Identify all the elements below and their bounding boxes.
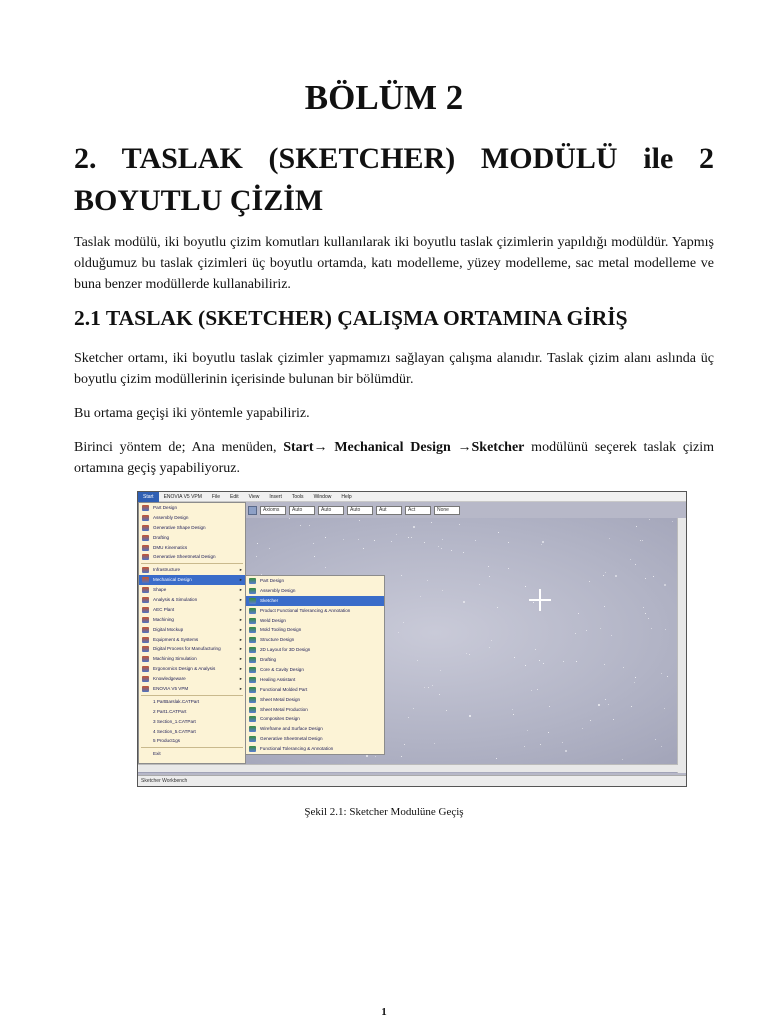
submenu-item[interactable]: Assembly Design — [246, 586, 384, 596]
start-menu — [138, 502, 246, 764]
star — [496, 758, 497, 759]
start-menu-item[interactable]: Drafting — [139, 533, 245, 543]
star — [434, 743, 435, 744]
submenu-item[interactable]: Generative Sheetmetal Design — [246, 734, 384, 744]
section-heading — [74, 138, 714, 222]
intro-paragraph: Taslak modülü, iki boyutlu çizim komutları kullanılarak iki boyutlu taslak çizimlerin yapıldığı modüldür. Yapmış olduğumuz bu taslak çizimleri üç boyutlu ortamda, katı modelleme, yüzey modelleme, sac metal modelleme ve buna benzer modüllerde kullanabiliriz. — [74, 235, 714, 292]
star — [562, 742, 563, 743]
star — [525, 586, 526, 587]
menubar-item[interactable]: Tools — [291, 493, 304, 500]
star — [613, 719, 614, 720]
star — [535, 649, 536, 650]
star — [401, 575, 402, 576]
star — [424, 542, 425, 543]
start-menu-item[interactable]: Mechanical Design ▸ — [139, 575, 245, 585]
star — [649, 519, 650, 520]
star — [533, 602, 534, 603]
star — [391, 541, 392, 542]
start-menu-item[interactable]: 3 Section_1.CATPart — [153, 718, 196, 724]
menubar-item[interactable]: Window — [313, 493, 332, 500]
start-menu-item[interactable]: Machining Simulation ▸ — [139, 654, 245, 664]
start-menu-item[interactable]: 5 Product1gs — [153, 738, 181, 744]
star — [463, 552, 464, 553]
star — [645, 613, 646, 614]
start-menu-item[interactable]: Shape ▸ — [139, 585, 245, 595]
star — [543, 663, 544, 664]
star — [411, 537, 412, 538]
star — [491, 640, 492, 641]
star — [497, 607, 498, 608]
star — [466, 653, 467, 654]
star — [604, 664, 605, 665]
star — [640, 540, 641, 541]
submenu-item[interactable]: Functional Tolerancing & Annotation — [246, 744, 384, 754]
star — [575, 633, 576, 634]
star — [314, 556, 315, 557]
toolbar — [248, 504, 687, 517]
toolbar-dropdown[interactable]: None — [434, 506, 460, 515]
star — [576, 661, 577, 662]
star — [269, 548, 270, 549]
star — [413, 526, 415, 528]
star — [642, 540, 643, 541]
star — [540, 744, 541, 745]
figure-caption: Şekil 2.1: Sketcher Modulüne Geçiş — [304, 806, 464, 818]
star — [313, 543, 314, 544]
star — [375, 756, 376, 757]
star — [459, 524, 460, 525]
submenu-item[interactable]: Drafting — [246, 655, 384, 665]
menubar-item[interactable]: ENOVIA V5 VPM — [163, 493, 202, 500]
subsection-heading: 2.1 TASLAK (SKETCHER) ÇALIŞMA ORTAMINA GİRİŞ — [74, 306, 628, 330]
toolbar-dropdown[interactable]: Auto — [347, 506, 373, 515]
submenu-item[interactable]: Weld Design — [246, 616, 384, 626]
star — [257, 543, 258, 544]
star — [359, 520, 360, 521]
star — [325, 567, 326, 568]
star — [512, 709, 513, 710]
submenu-item[interactable]: Product Functional Tolerancing & Annotation — [246, 606, 384, 616]
menubar-item[interactable]: Start — [138, 492, 159, 502]
star — [630, 559, 631, 560]
star — [256, 556, 257, 557]
paragraph-first-method — [74, 437, 714, 479]
star — [309, 525, 310, 526]
star — [527, 730, 528, 731]
star — [605, 699, 606, 700]
submenu-item[interactable]: Composites Design — [246, 714, 384, 724]
star — [542, 541, 544, 543]
paragraph-two-methods: Bu ortama geçişi iki yöntemle yapabiliriz. — [74, 406, 310, 421]
star — [451, 550, 452, 551]
star — [469, 654, 470, 655]
menubar-item[interactable]: Insert — [269, 493, 282, 500]
star — [408, 717, 409, 718]
star — [524, 746, 525, 747]
submenu-item[interactable]: Functional Molded Part — [246, 685, 384, 695]
star — [404, 744, 405, 745]
star — [603, 575, 604, 576]
star — [374, 540, 375, 541]
star — [636, 526, 637, 527]
star — [479, 584, 480, 585]
star — [549, 706, 550, 707]
menubar-item[interactable]: File — [211, 493, 220, 500]
star — [634, 682, 635, 683]
mechanical-design-submenu — [245, 575, 385, 755]
star — [508, 542, 509, 543]
star — [469, 715, 471, 717]
menu-separator — [141, 747, 243, 748]
star — [598, 704, 600, 706]
star — [661, 673, 662, 674]
menubar-item[interactable]: View — [248, 493, 260, 500]
submenu-item[interactable]: Sheet Metal Design — [246, 695, 384, 705]
star — [661, 746, 662, 747]
star — [623, 667, 624, 668]
star — [586, 630, 587, 631]
star — [537, 689, 538, 690]
star — [396, 534, 397, 535]
star — [672, 521, 673, 522]
star — [420, 596, 421, 597]
submenu-item[interactable]: Structure Design — [246, 635, 384, 645]
star — [665, 629, 666, 630]
star — [363, 548, 364, 549]
star — [667, 676, 668, 677]
star — [403, 622, 404, 623]
menubar-item[interactable]: Help — [341, 493, 352, 500]
star — [325, 537, 326, 538]
star — [600, 628, 601, 629]
star — [651, 628, 652, 629]
menu-separator — [141, 695, 243, 696]
start-menu-item[interactable]: Analysis & Simulation ▸ — [139, 595, 245, 605]
start-menu-item[interactable]: 4 Section_5.CATPart — [153, 728, 196, 734]
toolbar-dropdown[interactable]: Aut — [376, 506, 402, 515]
submenu-item[interactable]: Sheet Metal Production — [246, 705, 384, 715]
star — [489, 647, 490, 648]
star — [589, 581, 590, 582]
star — [439, 694, 440, 695]
start-menu-item[interactable]: 1 PartBarslak.CATPart — [153, 698, 200, 704]
star — [343, 539, 344, 540]
star — [428, 687, 429, 688]
start-menu-item[interactable]: Generative Shape Design — [139, 523, 245, 533]
star — [548, 732, 549, 733]
star — [514, 657, 515, 658]
star — [442, 590, 443, 591]
star — [604, 606, 605, 607]
star — [565, 750, 567, 752]
first-method-suffix: modülünü seçerek taslak çizim ortamına geçiş yapabiliyoruz. — [74, 440, 714, 476]
star — [446, 710, 447, 711]
start-menu-item[interactable]: Exit — [153, 751, 161, 757]
star — [398, 632, 399, 633]
vertical-scrollbar[interactable] — [677, 518, 686, 773]
star — [609, 538, 610, 539]
star — [664, 584, 666, 586]
star — [440, 670, 441, 671]
star — [417, 660, 418, 661]
paragraph-sketcher-environment: Sketcher ortamı, iki boyutlu taslak çizimler yapmamızı sağlayan çalışma alanıdır. Taslak çizim alanı aslında üç boyutlu çizim modüllerinin içerisinde bulunan bir bölümdür. — [74, 351, 714, 387]
chapter-title: BÖLÜM 2 — [304, 78, 464, 117]
star — [541, 544, 542, 545]
star — [664, 708, 665, 709]
star — [498, 532, 499, 533]
submenu-item[interactable]: 2D Layout for 3D Design — [246, 645, 384, 655]
start-menu-item[interactable]: Assembly Design — [139, 513, 245, 523]
menubar — [138, 492, 686, 502]
star — [531, 690, 532, 691]
star — [358, 539, 359, 540]
start-menu-item[interactable]: Equipment & Systems ▸ — [139, 635, 245, 645]
star — [643, 607, 644, 608]
star — [582, 728, 583, 729]
start-menu-item[interactable]: Knowledgeware ▸ — [139, 674, 245, 684]
star — [635, 677, 636, 678]
star — [475, 540, 476, 541]
star — [508, 568, 509, 569]
star — [578, 613, 579, 614]
submenu-item[interactable]: Part Design — [246, 576, 384, 586]
start-menu-item[interactable]: 2 Part1.CATPart — [153, 708, 187, 714]
toolbar-dropdown[interactable]: Auto — [289, 506, 315, 515]
star — [431, 522, 432, 523]
star — [631, 706, 632, 707]
submenu-item[interactable]: Wireframe and Surface Design — [246, 724, 384, 734]
star — [622, 759, 623, 760]
star — [608, 704, 609, 705]
start-menu-item[interactable]: Generative Sheetmetal Design — [139, 552, 245, 562]
catia-screenshot — [137, 491, 687, 787]
star — [401, 756, 402, 757]
start-menu-item[interactable]: Machining ▸ — [139, 615, 245, 625]
star — [300, 525, 301, 526]
start-menu-item[interactable]: Digital Mockup ▸ — [139, 625, 245, 635]
submenu-item[interactable]: Sketcher — [246, 596, 384, 606]
star — [413, 708, 414, 709]
star — [648, 618, 649, 619]
start-menu-item[interactable]: Ergonomics Design & Analysis ▸ — [139, 664, 245, 674]
star — [408, 537, 409, 538]
menubar-item[interactable]: Edit — [229, 493, 239, 500]
sketch-icon[interactable] — [248, 506, 257, 515]
page-number: 1 — [381, 1006, 387, 1018]
star — [366, 755, 368, 757]
star — [424, 687, 425, 688]
start-menu-item[interactable]: AEC Plant ▸ — [139, 605, 245, 615]
submenu-item[interactable]: Healing Assistant — [246, 675, 384, 685]
star — [635, 564, 636, 565]
star — [605, 572, 606, 573]
horizontal-scrollbar[interactable] — [138, 764, 678, 772]
toolbar-dropdown[interactable]: Auto — [318, 506, 344, 515]
star — [432, 685, 433, 686]
start-menu-item[interactable]: DMU Kinematics — [139, 543, 245, 553]
section-heading-line2: BOYUTLU ÇİZİM — [74, 184, 324, 217]
bright-star — [533, 593, 547, 607]
star — [442, 539, 443, 540]
star — [489, 576, 490, 577]
first-method-prefix: Birinci yöntem de; Ana menüden, — [74, 440, 284, 455]
star — [615, 575, 617, 577]
star — [463, 601, 465, 603]
menu-separator — [141, 563, 243, 564]
star — [539, 660, 540, 661]
star — [513, 714, 514, 715]
star — [645, 578, 646, 579]
start-menu-item[interactable]: Infrastructure ▸ — [139, 565, 245, 575]
section-heading-line1: 2. TASLAK (SKETCHER) MODÜLÜ ile 2 — [74, 142, 714, 175]
star — [441, 548, 442, 549]
star — [563, 661, 564, 662]
star — [655, 739, 656, 740]
star — [488, 566, 489, 567]
star — [611, 635, 612, 636]
star — [525, 665, 526, 666]
submenu-item[interactable]: Core & Cavity Design — [246, 665, 384, 675]
star — [427, 580, 428, 581]
start-menu-item[interactable]: Part Design — [139, 503, 245, 513]
star — [653, 576, 654, 577]
star — [590, 720, 591, 721]
start-menu-item[interactable]: Digital Process for Manufacturing ▸ — [139, 644, 245, 654]
status-bar: Sketcher Workbench — [138, 775, 686, 786]
start-menu-item[interactable]: ENOVIA V5 VPM ▸ — [139, 684, 245, 694]
star — [289, 518, 290, 519]
submenu-item[interactable]: Mold Tooling Design — [246, 625, 384, 635]
star — [438, 546, 439, 547]
menu-path: Start→ Mechanical Design →Sketcher — [283, 440, 525, 455]
toolbar-dropdown[interactable]: Act — [405, 506, 431, 515]
toolbar-dropdown[interactable]: Axioms — [260, 506, 286, 515]
